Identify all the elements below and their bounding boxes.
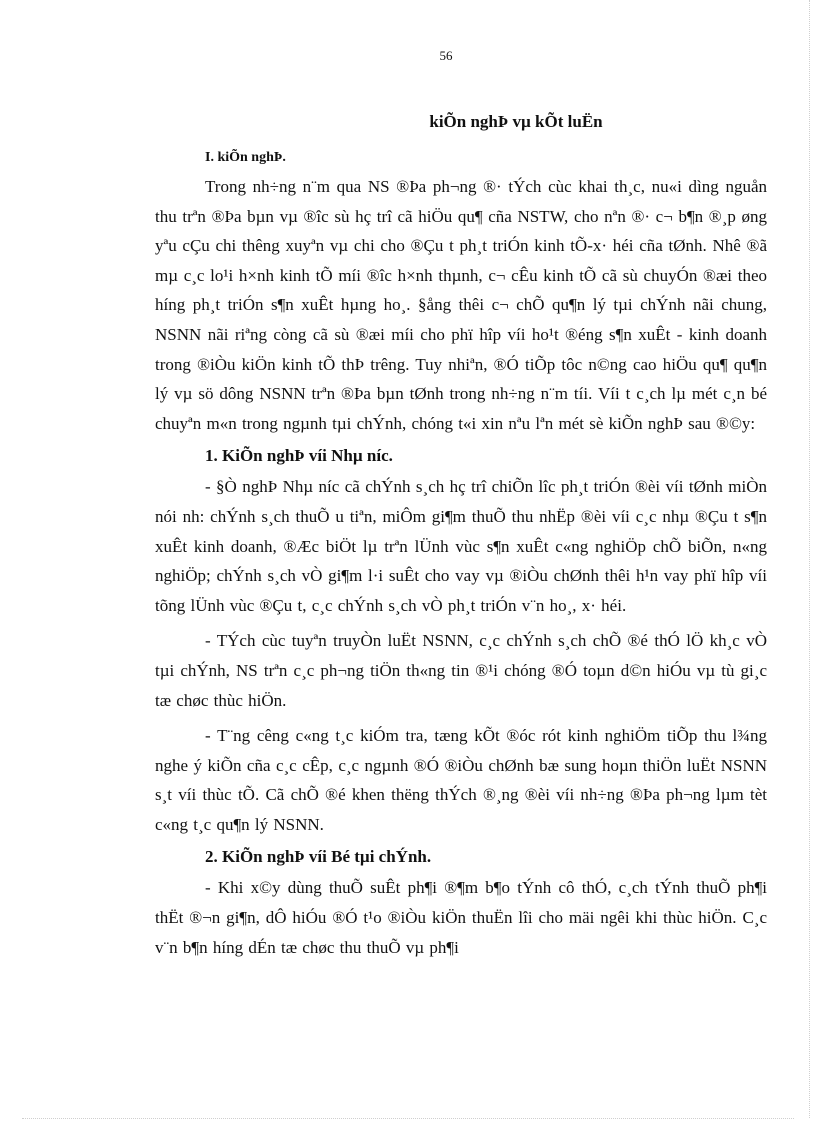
page-title: kiÕn nghÞ vµ kÕt luËn [429,112,603,131]
subsection-1-paragraph: - TÝch cùc tuyªn truyÒn luËt NSNN, c¸c chÝnh s¸ch chÕ ®é thÓ lÖ kh¸c vÒ tµi chÝnh, NS trªn c¸c ph¬ng tiÖn th«ng tin ®¹i chóng ®Ó toµn d©n hiÓu vµ tù gi¸c tæ chøc thùc hiÖn. [155,631,767,710]
subsection-1-paragraph: - §Ò nghÞ Nhµ níc cã chÝnh s¸ch hç trî chiÕn lîc ph¸t triÓn ®èi víi tØnh miÒn nói nh: chÝnh s¸ch thuÕ u tiªn, miÔm gi¶m thuÕ thu nhËp ®èi víi c¸c nhµ ®Çu t s¶n xuÊt kinh doanh, ®Æc biÖt lµ trªn lÜnh vùc s¶n xuÊt c«ng nghiÖp chÕ biÕn, n«ng nghiÖp; chÝnh s¸ch vÒ gi¶m l·i suÊt cho vay vµ ®iÒu chØnh thêi h¹n vay phï hîp víi tõng lÜnh vùc ®Çu t, c¸c chÝnh s¸ch vÒ ph¸t triÓn v¨n ho¸, x· héi. [155,477,767,615]
subsection-2-heading: 2. KiÕn nghÞ víi Bé tµi chÝnh. [205,847,432,867]
page-bottom-border [22,1118,794,1119]
document-body [155,112,767,968]
intro-paragraph: Trong nh÷ng n¨m qua NS ®Þa ph¬ng ®· tÝch cùc khai th¸c, nu«i dìng nguån thu trªn ®Þa bµn vµ ®îc sù hç trî cã hiÖu qu¶ cña NSTW, cho nªn ®· c¬ b¶n ®¸p øng yªu cÇu chi thêng xuyªn vµ chi cho ®Çu t ph¸t triÓn kinh tÕ-x· héi cña tØnh. Nhê ®ã mµ c¸c lo¹i h×nh kinh tÕ míi ®îc h×nh thµnh, c¬ cÊu kinh tÕ cã sù chuyÓn ®æi theo híng ph¸t triÓn s¶n xuÊt hµng ho¸. §ång thêi c¬ chÕ qu¶n lý tµi chÝnh nãi chung, NSNN nãi riªng còng cã sù ®æi míi cho phï hîp víi ho¹t ®éng s¶n xuÊt - kinh doanh trong ®iÒu kiÖn kinh tÕ thÞ trêng. Tuy nhiªn, ®Ó tiÕp tôc n©ng cao hiÖu qu¶ qu¶n lý vµ sö dông NSNN trªn ®Þa bµn tØnh trong nh÷ng n¨m tíi. Víi t c¸ch lµ mét c¸n bé chuyªn m«n trong ngµnh tµi chÝnh, chóng t«i xin nªu lªn mét sè kiÕn nghÞ sau ®©y: [155,177,767,433]
page-right-border [809,0,810,1118]
subsection-2-paragraph: - Khi x©y dùng thuÕ suÊt ph¶i ®¶m b¶o tÝnh cô thÓ, c¸ch tÝnh thuÕ ph¶i thËt ®¬n gi¶n, dÔ hiÓu ®Ó t¹o ®iÒu kiÖn thuËn lîi cho mäi ngêi khi thùc hiÖn. C¸c v¨n b¶n híng dÉn tæ chøc thu thuÕ vµ ph¶i [155,878,767,957]
section-heading: I. kiÕn nghÞ. [205,150,286,165]
subsection-1-paragraph: - T¨ng cêng c«ng t¸c kiÓm tra, tæng kÕt ®óc rót kinh nghiÖm tiÕp thu l¾ng nghe ý kiÕn cña c¸c cÊp, c¸c ngµnh ®Ó ®iÒu chØnh bæ sung hoµn thiÖn luËt NSNN s¸t víi thùc tÕ. Cã chÕ ®é khen thëng thÝch ®¸ng ®èi víi nh÷ng ®Þa ph¬ng lµm tèt c«ng t¸c qu¶n lý NSNN. [155,726,767,834]
subsection-1-heading: 1. KiÕn nghÞ víi Nhµ níc. [205,446,393,466]
page-number: 56 [439,48,453,63]
